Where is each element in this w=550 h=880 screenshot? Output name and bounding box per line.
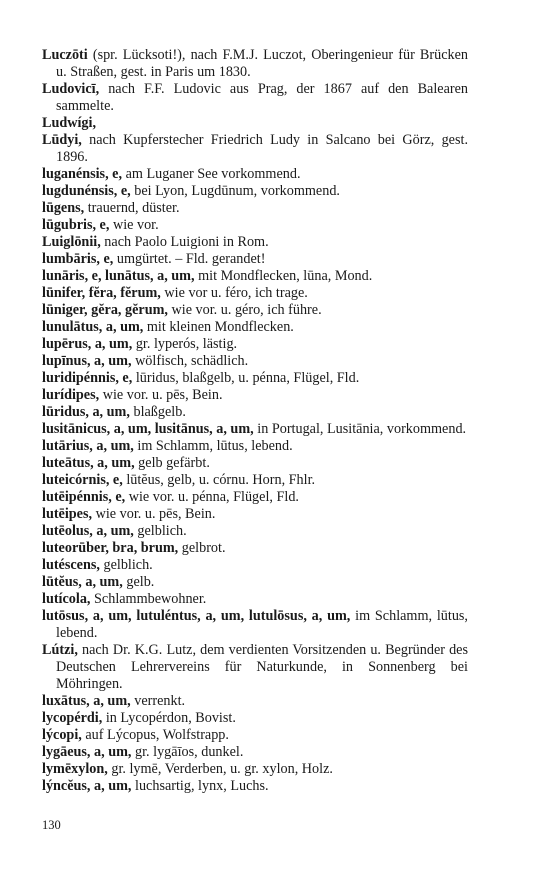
definition: wie vor. u. pénna, Flügel, Fld.	[125, 489, 299, 505]
entry	[42, 132, 468, 166]
definition: bei Lyon, Lugdūnum, vorkommend.	[130, 183, 340, 199]
definition: in Portugal, Lusitānia, vorkommend.	[253, 421, 467, 437]
entry	[42, 234, 468, 251]
entry	[42, 166, 468, 183]
headword: lūtĕus, a, um,	[42, 574, 123, 590]
headword: lutēipes,	[42, 506, 93, 522]
headword: lýcopi,	[42, 727, 82, 743]
entry	[42, 370, 468, 387]
entry	[42, 778, 468, 795]
entry	[42, 268, 468, 285]
definition: gr. lymē, Verderben, u. gr. xylon, Holz.	[107, 761, 333, 777]
headword: lunulātus, a, um,	[42, 319, 144, 335]
entry	[42, 336, 468, 353]
headword: lutārius, a, um,	[42, 438, 134, 454]
entry	[42, 591, 468, 608]
headword: lutéscens,	[42, 557, 100, 573]
entry	[42, 540, 468, 557]
headword: luxātus, a, um,	[42, 693, 131, 709]
definition: in Lycopérdon, Bovist.	[102, 710, 236, 726]
entry	[42, 421, 468, 438]
entry	[42, 710, 468, 727]
definition: Schlammbewohner.	[90, 591, 207, 607]
headword: lycopérdi,	[42, 710, 103, 726]
entry	[42, 727, 468, 744]
entry	[42, 387, 468, 404]
entry	[42, 285, 468, 302]
headword: lurídipes,	[42, 387, 100, 403]
definition: umgürtet. – Fld. gerandet!	[113, 251, 266, 267]
headword: lutēolus, a, um,	[42, 523, 134, 539]
definition: gr. lyperós, lästig.	[132, 336, 238, 352]
headword: lūgens,	[42, 200, 85, 216]
definition: blaßgelb.	[129, 404, 186, 420]
entry	[42, 693, 468, 710]
definition: wie vor.	[109, 217, 159, 233]
definition: luchsartig, lynx, Luchs.	[131, 778, 269, 794]
entry	[42, 183, 468, 200]
definition: am Luganer See vorkommend.	[122, 166, 301, 182]
entry	[42, 472, 468, 489]
headword: lýncĕus, a, um,	[42, 778, 132, 794]
definition: nach F.F. Ludovic aus Prag, der 1867 auf den Balearen sammelte.	[56, 81, 468, 114]
dictionary-page	[42, 47, 468, 795]
definition: gelbrot.	[178, 540, 226, 556]
definition: wie vor. u. pēs, Bein.	[92, 506, 216, 522]
headword: Ludwígi,	[42, 115, 97, 131]
headword: luganénsis, e,	[42, 166, 123, 182]
entry	[42, 200, 468, 217]
headword: lutēipénnis, e,	[42, 489, 126, 505]
entry	[42, 489, 468, 506]
headword: lutōsus, a, um, lutuléntus, a, um, lutulōsus, a, um,	[42, 608, 351, 624]
definition: gelblich.	[133, 523, 187, 539]
headword: lumbāris, e,	[42, 251, 114, 267]
headword: lupērus, a, um,	[42, 336, 133, 352]
entry	[42, 47, 468, 81]
definition: trauernd, düster.	[84, 200, 180, 216]
page-number: 130	[42, 818, 61, 832]
definition: lūridus, blaßgelb, u. pénna, Flügel, Fld.	[132, 370, 360, 386]
headword: luteorūber, bra, brum,	[42, 540, 179, 556]
definition: mit Mondflecken, lūna, Mond.	[194, 268, 373, 284]
headword: lūnifer, fĕra, fĕrum,	[42, 285, 161, 301]
headword: luridipénnis, e,	[42, 370, 133, 386]
headword: Ludovicī,	[42, 81, 100, 97]
entry	[42, 251, 468, 268]
definition: gelb gefärbt.	[134, 455, 210, 471]
definition: (spr. Lücksoti!), nach F.M.J. Luczot, Oberingenieur für Brücken u. Straßen, gest. in Paris um 1830.	[56, 47, 468, 80]
entry	[42, 761, 468, 778]
headword: lygāeus, a, um,	[42, 744, 132, 760]
headword: Lútzi,	[42, 642, 78, 658]
headword: lutícola,	[42, 591, 91, 607]
entry	[42, 302, 468, 319]
definition: lūtĕus, gelb, u. córnu. Horn, Fhlr.	[122, 472, 316, 488]
entry	[42, 574, 468, 591]
headword: Luiglōnii,	[42, 234, 101, 250]
entry	[42, 438, 468, 455]
definition: mit kleinen Mondflecken.	[143, 319, 294, 335]
entry	[42, 353, 468, 370]
headword: lūniger, gĕra, gĕrum,	[42, 302, 168, 318]
definition: wölfisch, schädlich.	[131, 353, 249, 369]
definition: wie vor. u. géro, ich führe.	[167, 302, 322, 318]
definition: im Schlamm, lūtus, lebend.	[133, 438, 293, 454]
headword: lupīnus, a, um,	[42, 353, 132, 369]
headword: lymēxylon,	[42, 761, 108, 777]
definition: wie vor. u. pēs, Bein.	[99, 387, 223, 403]
entry	[42, 608, 468, 642]
headword: lunāris, e, lunātus, a, um,	[42, 268, 195, 284]
definition: gelb.	[122, 574, 155, 590]
definition: nach Kupferstecher Friedrich Ludy in Salcano bei Görz, gest. 1896.	[56, 132, 468, 165]
definition: auf Lýcopus, Wolfstrapp.	[81, 727, 229, 743]
definition: nach Paolo Luigioni in Rom.	[100, 234, 269, 250]
entry	[42, 744, 468, 761]
headword: luteātus, a, um,	[42, 455, 135, 471]
entry	[42, 81, 468, 115]
definition: im Schlamm, lūtus, lebend.	[56, 608, 468, 641]
entry	[42, 557, 468, 574]
definition: wie vor u. féro, ich trage.	[160, 285, 308, 301]
headword: lusitānicus, a, um, lusitānus, a, um,	[42, 421, 254, 437]
definition: gr. lygāīos, dunkel.	[131, 744, 244, 760]
entry	[42, 642, 468, 693]
definition: gelblich.	[99, 557, 153, 573]
headword: Lūdyi,	[42, 132, 82, 148]
entry	[42, 319, 468, 336]
entry	[42, 523, 468, 540]
headword: lugdunénsis, e,	[42, 183, 131, 199]
entry	[42, 217, 468, 234]
headword: lūgubris, e,	[42, 217, 110, 233]
headword: Luczōti	[42, 47, 88, 63]
entry	[42, 404, 468, 421]
entry	[42, 115, 468, 132]
headword: luteicórnis, e,	[42, 472, 123, 488]
definition: verrenkt.	[130, 693, 186, 709]
headword: lūridus, a, um,	[42, 404, 130, 420]
entry	[42, 455, 468, 472]
entry	[42, 506, 468, 523]
definition: nach Dr. K.G. Lutz, dem verdienten Vorsitzenden u. Begründer des Deutschen Lehrervereins für Naturkunde, in Sonnenberg bei Möhringen.	[56, 642, 468, 692]
